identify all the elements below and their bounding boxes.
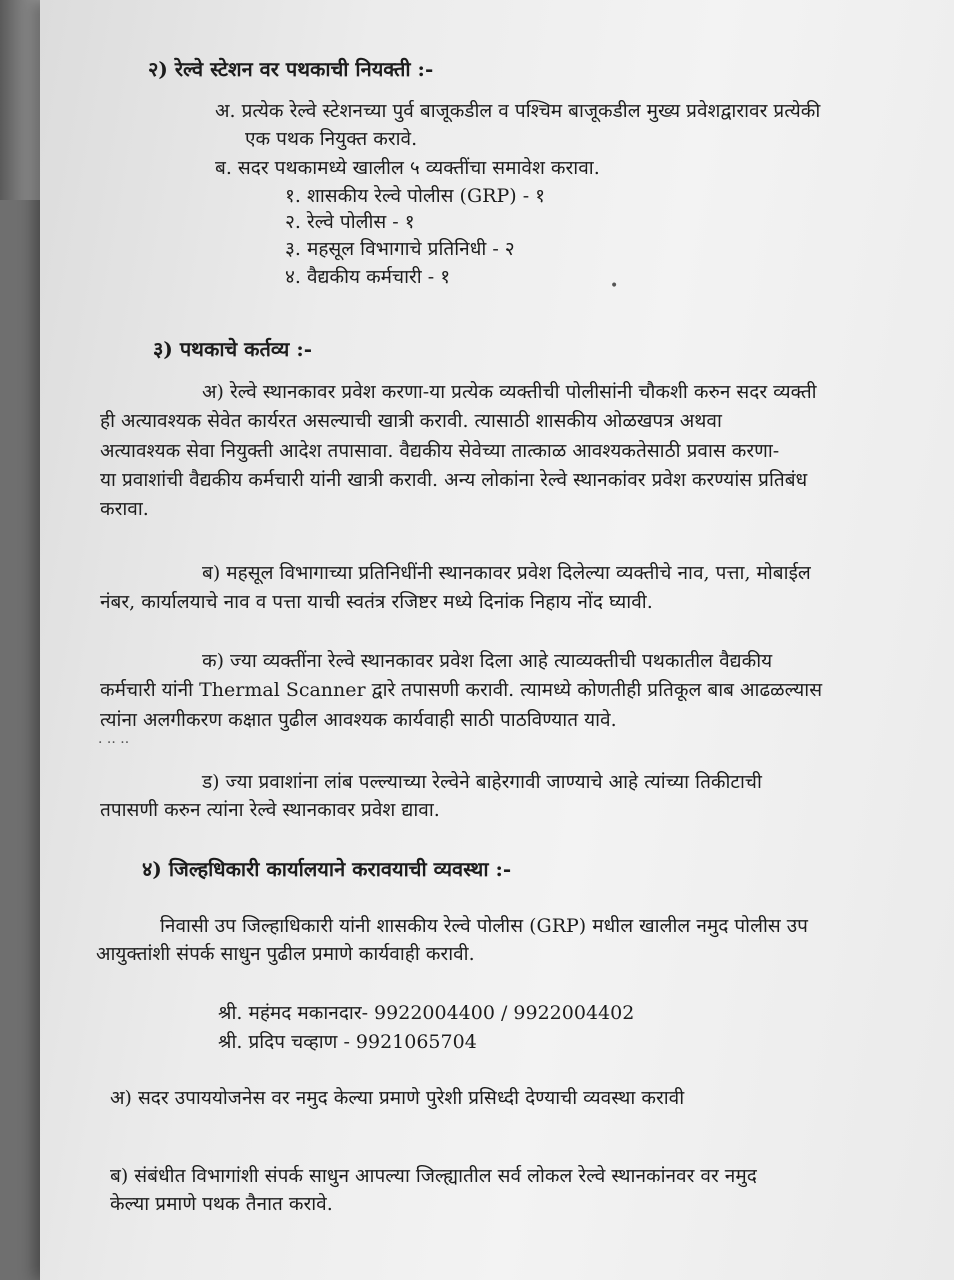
contact-line: श्री. प्रदिप चव्हाण - 9921065704 [218, 1031, 477, 1053]
section-2-heading: २) रेल्वे स्टेशन वर पथकाची नियक्ती :- [148, 57, 434, 81]
para-c-line: कर्मचारी यांनी Thermal Scanner द्वारे तपासणी करावी. त्यामध्ये कोणतीही प्रतिकूल बाब आढळल्यास [100, 679, 823, 701]
section-2-item-a-line-2: एक पथक नियुक्त करावे. [245, 128, 418, 150]
document-page [40, 0, 954, 1280]
section-4-item-a: अ) सदर उपाययोजनेस वर नमुद केल्या प्रमाणे पुरेशी प्रसिध्दी देण्याची व्यवस्था करावी [110, 1087, 685, 1109]
section-4-item-b-line: ब) संबंधीत विभागांशी संपर्क साधुन आपल्या जिल्ह्यातील सर्व लोकल रेल्वे स्थानकांनवर वर नमुद [110, 1165, 757, 1187]
para-a-line: या प्रवाशांची वैद्यकीय कर्मचारी यांनी खात्री करावी. अन्य लोकांना रेल्वे स्थानकांवर प्रवेश करण्यांस प्रतिबंध [100, 469, 808, 491]
member-list-item: ३. महसूल विभागाचे प्रतिनिधी - २ [285, 238, 515, 260]
stray-mark: • [610, 278, 619, 294]
member-list-item: ४. वैद्यकीय कर्मचारी - १ [285, 266, 451, 288]
section-4-heading: ४) जिल्हधिकारी कार्यालयाने करावयाची व्यवस्था :- [142, 857, 512, 881]
para-d-line: ड) ज्या प्रवाशांना लांब पल्ल्याच्या रेल्वेने बाहेरगावी जाण्याचे आहे त्यांच्या तिकीटाची [202, 771, 762, 793]
para-a-line: अत्यावश्यक सेवा नियुक्ती आदेश तपासावा. वैद्यकीय सेवेच्या तात्काळ आवश्यकतेसाठी प्रवास करणा- [100, 440, 780, 462]
para-a-line: अ) रेल्वे स्थानकावर प्रवेश करणा-या प्रत्येक व्यक्तीची पोलीसांनी चौकशी करुन सदर व्यक्ती [202, 381, 817, 403]
para-c-line: क) ज्या व्यक्तींना रेल्वे स्थानकावर प्रवेश दिला आहे त्याव्यक्तीची पथकातील वैद्यकीय [202, 650, 773, 672]
stray-mark: · ·· ·· [98, 735, 130, 751]
contact-line: श्री. महंमद मकानदार- 9922004400 / 9922004402 [218, 1002, 635, 1024]
section-3-heading: ३) पथकाचे कर्तव्य :- [153, 337, 313, 361]
section-4-intro-line: आयुक्तांशी संपर्क साधुन पुढील प्रमाणे कार्यवाही करावी. [96, 943, 475, 965]
section-4-item-b-line: केल्या प्रमाणे पथक तैनात करावे. [110, 1193, 333, 1215]
member-list-item: २. रेल्वे पोलीस - १ [285, 211, 415, 233]
para-d-line: तपासणी करुन त्यांना रेल्वे स्थानकावर प्रवेश द्यावा. [100, 799, 440, 821]
para-b-line: नंबर, कार्यालयाचे नाव व पत्ता याची स्वतंत्र रजिष्टर मध्ये दिनांक निहाय नोंद घ्यावी. [100, 591, 653, 613]
section-4-intro-line: निवासी उप जिल्हाधिकारी यांनी शासकीय रेल्वे पोलीस (GRP) मधील खालील नमुद पोलीस उप [160, 915, 808, 937]
section-2-item-a-line-1: अ. प्रत्येक रेल्वे स्टेशनच्या पुर्व बाजूकडील व पश्चिम बाजूकडील मुख्य प्रवेशद्वारावर प्रत्येकी [215, 100, 821, 122]
para-a-line: करावा. [100, 498, 149, 520]
member-list-item: १. शासकीय रेल्वे पोलीस (GRP) - १ [285, 185, 546, 207]
section-2-item-b: ब. सदर पथकामध्ये खालील ५ व्यक्तींचा समावेश करावा. [215, 157, 600, 179]
para-b-line: ब) महसूल विभागाच्या प्रतिनिधींनी स्थानकावर प्रवेश दिलेल्या व्यक्तीचे नाव, पत्ता, मोबाईल [202, 562, 811, 584]
para-c-line: त्यांना अलगीकरण कक्षात पुढील आवश्यक कार्यवाही साठी पाठविण्यात यावे. [100, 709, 617, 731]
para-a-line: ही अत्यावश्यक सेवेत कार्यरत असल्याची खात्री करावी. त्यासाठी शासकीय ओळखपत्र अथवा [100, 410, 722, 432]
